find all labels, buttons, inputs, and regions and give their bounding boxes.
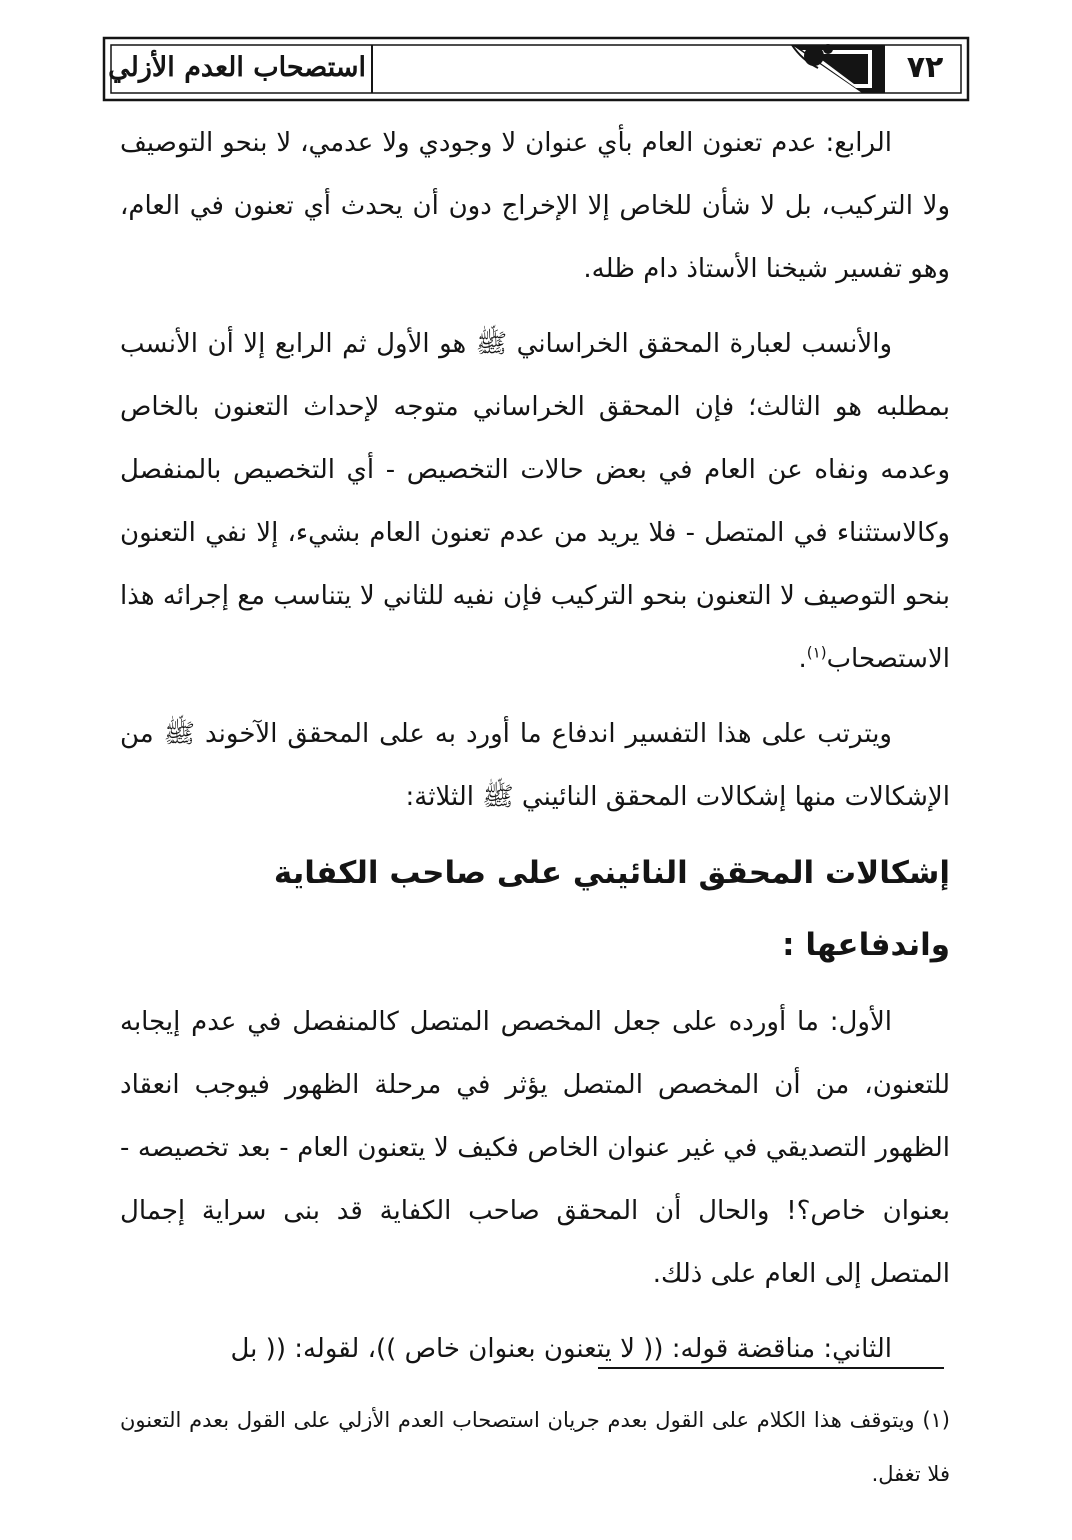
paragraph-first-objection: الأول: ما أورده على جعل المخصص المتصل كالمنفصل في عدم إيجابه للتعنون، من أن المخصص المتصل يؤثر في مرحلة الظهور فيوجب انعقاد الظهور التصديقي في غير عنوان الخاص فكيف لا يتعنون العام - بعد تخصيصه - بعنوان خاص؟! والحال أن المحقق صاحب الكفاية قد بنى سراية إجمال المتصل إلى العام على ذلك. (120, 1007, 950, 1289)
paragraph-consequence: ويترتب على هذا التفسير اندفاع ما أورد به على المحقق الآخوند ﷺ من الإشكالات منها إشكالات المحقق النائيني ﷺ الثلاثة: (120, 719, 950, 812)
footnote-separator (598, 1367, 944, 1369)
section-heading: إشكالات المحقق النائيني على صاحب الكفاية واندفاعها : (273, 855, 950, 963)
footnotes (120, 1393, 950, 1501)
paragraph-text: والأنسب لعبارة المحقق الخراساني ﷺ هو الأول ثم الرابع إلا أن الأنسب بمطلبه هو الثالث؛ فإن المحقق الخراساني متوجه لإحداث التعنون بالخاص وعدمه ونفاه عن العام في بعض حالات التخصيص - أي التخصيص بالمنفصل وكالاستثناء في المتصل - فلا يريد من عدم تعنون العام بشيء، إلا نفي التعنون بنحو التوصيف لا التعنون بنحو التركيب فإن نفيه للثاني لا يتناسب مع إجرائه هذا الاستصحاب (120, 329, 950, 674)
footnote-reference[interactable]: (١) (806, 643, 827, 662)
footnote: (١) ويتوقف هذا الكلام على القول بعدم جريان استصحاب العدم الأزلي على القول بعدم التعنون فلا تغفل. (120, 1408, 950, 1486)
paragraph-end: . (798, 644, 807, 674)
running-header (102, 36, 970, 102)
page-number: ٧٢ (906, 50, 944, 85)
header-ornament (792, 44, 884, 93)
paragraph-second-objection: الثاني: مناقضة قوله: (( لا يتعنون بعنوان خاص ))، لقوله: (( بل (230, 1334, 892, 1364)
paragraph-fourth-interpretation: الرابع: عدم تعنون العام بأي عنوان لا وجودي ولا عدمي، لا بنحو التوصيف ولا التركيب، بل لا شأن للخاص إلا الإخراج دون أن يحدث أي تعنون في العام، وهو تفسير شيخنا الأستاذ دام ظله. (120, 128, 950, 284)
main-text (120, 112, 950, 1381)
running-title: استصحاب العدم الأزلي (108, 52, 366, 83)
paragraph-khurasani-interpretation (120, 313, 950, 691)
